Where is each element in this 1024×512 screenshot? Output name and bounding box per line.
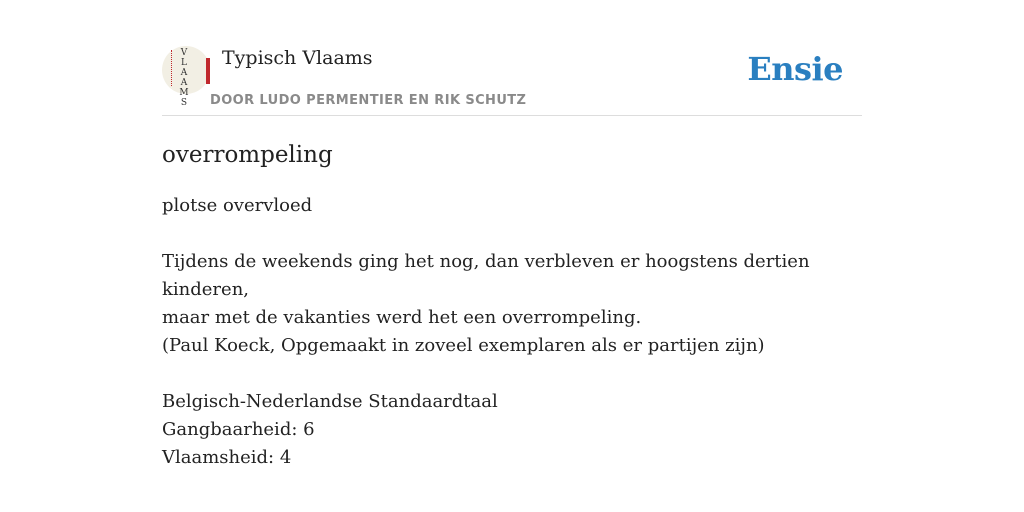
book-cover-avatar[interactable] bbox=[162, 46, 210, 108]
example-source: (Paul Koeck, Opgemaakt in zoveel exemplaren als er partijen zijn) bbox=[162, 335, 765, 356]
register-label: Belgisch-Nederlandse Standaardtaal bbox=[162, 391, 498, 412]
cover-accent bbox=[206, 58, 210, 84]
vlaamsheid-score: Vlaamsheid: 4 bbox=[162, 447, 292, 468]
headword: overrompeling bbox=[162, 142, 333, 168]
book-title-link[interactable]: Typisch Vlaams bbox=[222, 47, 373, 69]
entry-content bbox=[162, 192, 862, 472]
authors-byline: DOOR LUDO PERMENTIER EN RIK SCHUTZ bbox=[210, 93, 527, 108]
ensie-logo-link[interactable]: Ensie bbox=[747, 50, 843, 88]
example-line: maar met de vakanties werd het een overrompeling. bbox=[162, 307, 642, 328]
example-line: Tijdens de weekends ging het nog, dan verbleven er hoogstens dertien kinderen, bbox=[162, 251, 810, 300]
gangbaarheid-score: Gangbaarheid: 6 bbox=[162, 419, 315, 440]
page bbox=[162, 0, 862, 472]
cover-letters: V L A A M S bbox=[179, 48, 189, 108]
cover-decoration bbox=[171, 50, 174, 86]
entry-header bbox=[162, 46, 862, 116]
definition: plotse overvloed bbox=[162, 195, 313, 216]
